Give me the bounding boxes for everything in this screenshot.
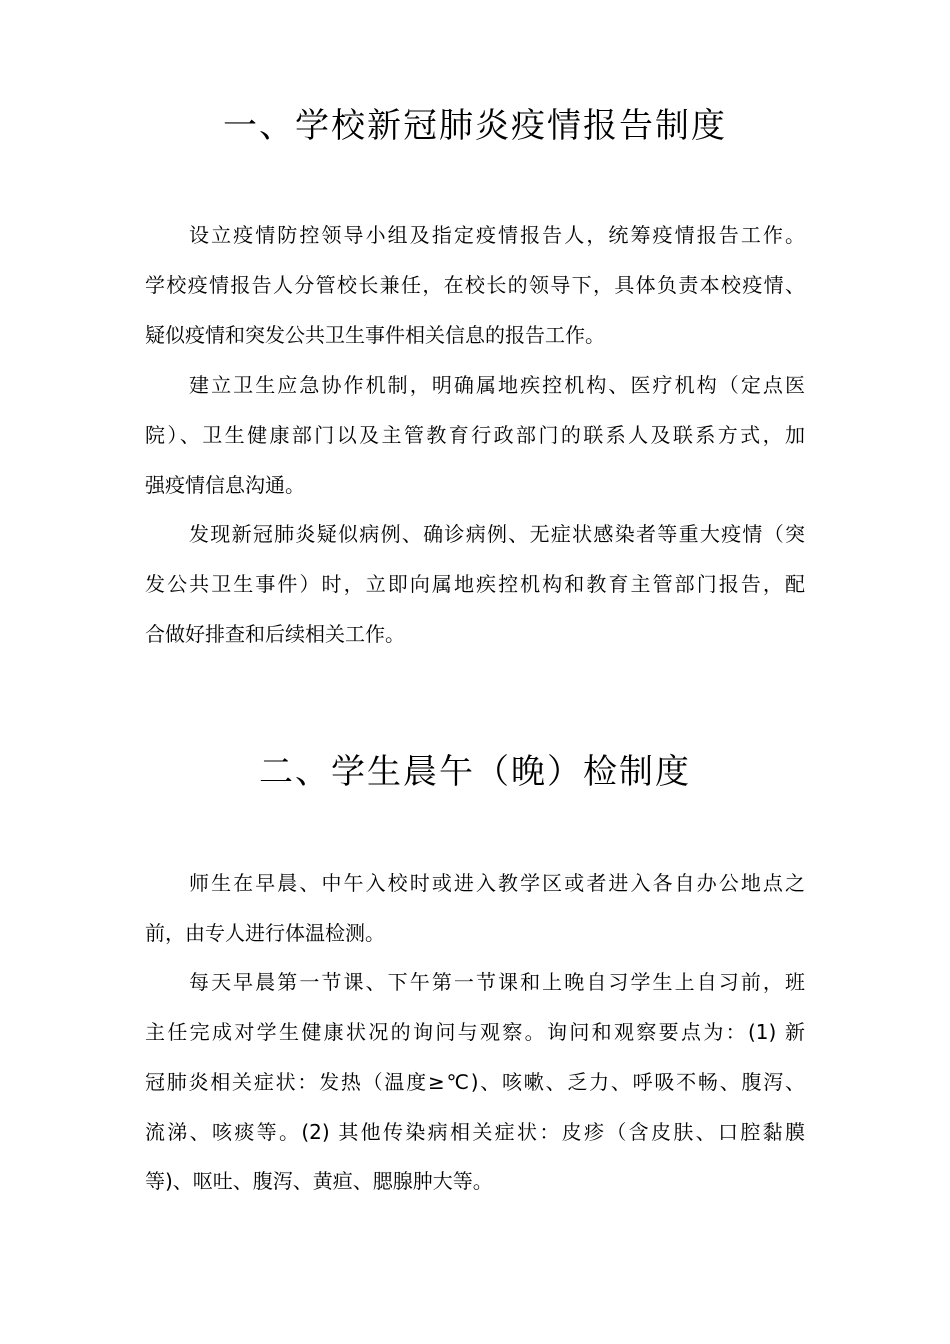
paragraph-line: 合做好排查和后续相关工作。 <box>145 622 405 646</box>
paragraph-line: 院）、卫生健康部门以及主管教育行政部门的联系人及联系方式，加 <box>145 423 805 447</box>
paragraph-line: 学校疫情报告人分管校长兼任，在校长的领导下，具体负责本校疫情、 <box>145 273 805 297</box>
section-2-title: 二、学生晨午（晚）检制度 <box>259 752 691 792</box>
paragraph-line: 前，由专人进行体温检测。 <box>145 921 385 945</box>
paragraph-line: 强疫情信息沟通。 <box>145 473 305 497</box>
paragraph-line: 主任完成对学生健康状况的询问与观察。询问和观察要点为：(1) 新 <box>145 1020 805 1044</box>
paragraph-line: 设立疫情防控领导小组及指定疫情报告人，统筹疫情报告工作。 <box>189 223 805 247</box>
paragraph-line: 冠肺炎相关症状：发热（温度≥℃)、咳嗽、乏力、呼吸不畅、腹泻、 <box>145 1070 805 1094</box>
paragraph-line: 发公共卫生事件）时，立即向属地疾控机构和教育主管部门报告，配 <box>145 572 805 596</box>
paragraph-line: 等)、呕吐、腹泻、黄疸、腮腺肿大等。 <box>145 1169 493 1193</box>
paragraph-line: 师生在早晨、中午入校时或进入教学区或者进入各自办公地点之 <box>189 871 805 895</box>
paragraph-line: 建立卫生应急协作机制，明确属地疾控机构、医疗机构（定点医 <box>189 373 805 397</box>
section-1-title: 一、学校新冠肺炎疫情报告制度 <box>223 106 727 146</box>
paragraph-line: 每天早晨第一节课、下午第一节课和上晚自习学生上自习前，班 <box>189 970 805 994</box>
paragraph-line: 发现新冠肺炎疑似病例、确诊病例、无症状感染者等重大疫情（突 <box>189 522 805 546</box>
paragraph-line: 流涕、咳痰等。(2) 其他传染病相关症状：皮疹（含皮肤、口腔黏膜 <box>145 1120 805 1144</box>
paragraph-line: 疑似疫情和突发公共卫生事件相关信息的报告工作。 <box>145 323 605 347</box>
